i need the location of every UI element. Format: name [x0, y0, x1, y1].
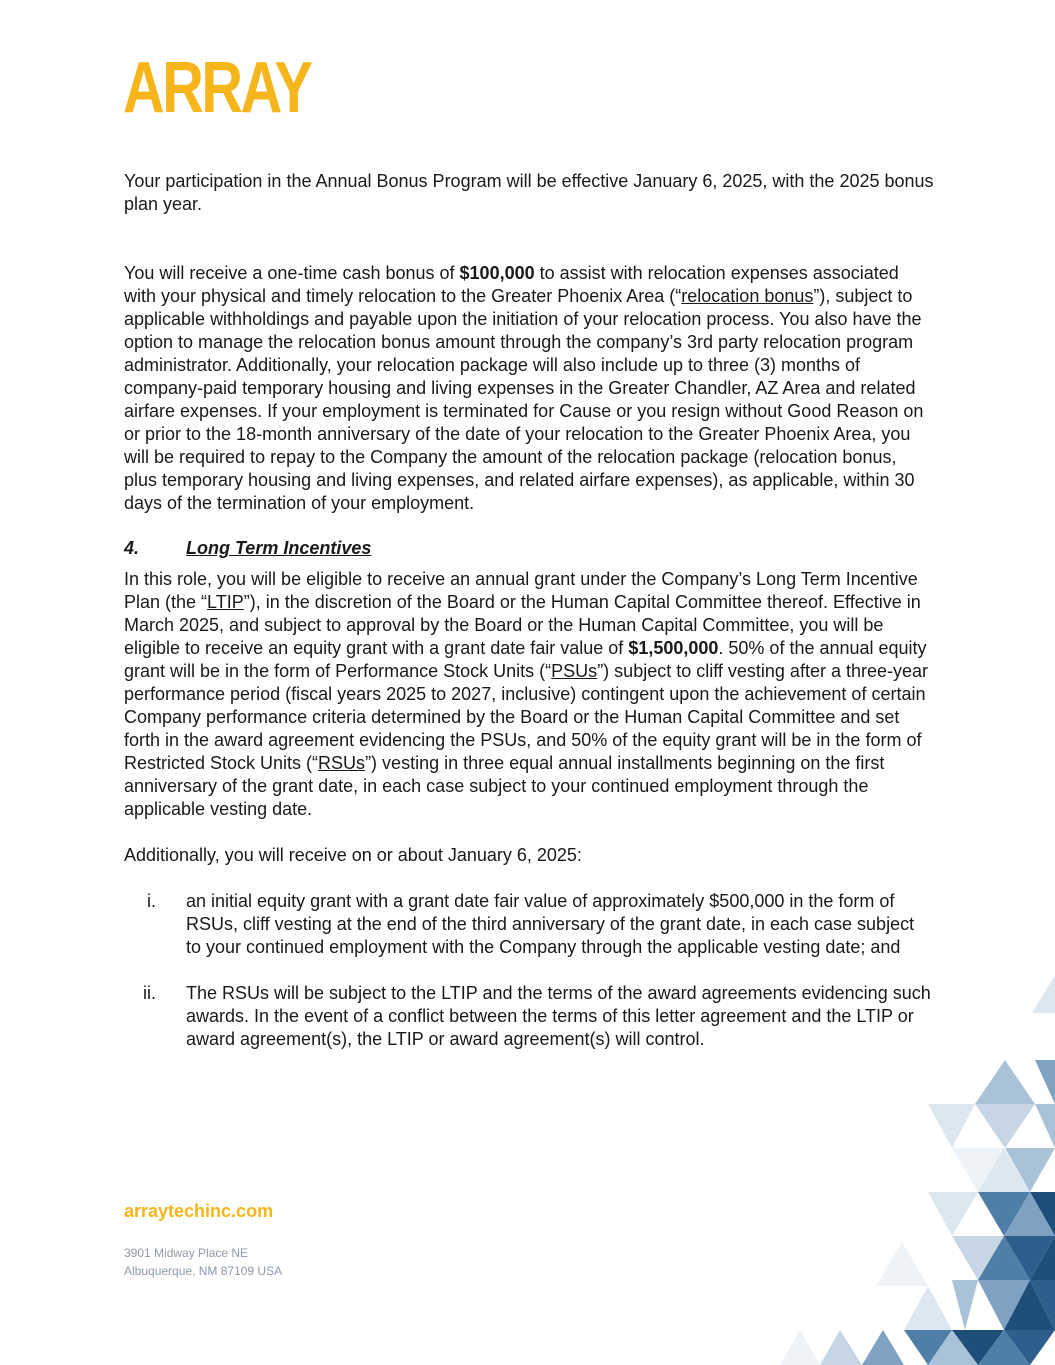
decor-triangle [1004, 1236, 1055, 1280]
decor-triangle [952, 1330, 1004, 1365]
list-item [124, 890, 934, 959]
decor-triangle [1004, 1192, 1055, 1236]
text-run: ”), subject to applicable withholdings and payable upon the initiation of your relocation process. You also have the option to manage the relocation bonus amount through the company’s 3rd party relocation program administrator. Additionally, your relocation package will also include up to three (3) months of company-paid temporary housing and living expenses in the Greater Chandler, AZ Area and related airfare expenses. If your employment is terminated for Cause or you resign without Good Reason on or prior to the 18-month anniversary of the date of your relocation to the Greater Phoenix Area, you will be required to repay to the Company the amount of the relocation package (relocation bonus, plus temporary housing and living expenses, and related airfare expenses), as applicable, within 30 days of the termination of your employment. [124, 286, 924, 513]
decor-triangle [876, 1242, 928, 1286]
decor-triangle [780, 1330, 820, 1365]
company-website: arraytechinc.com [124, 1201, 274, 1221]
defined-term-ltip: LTIP [207, 592, 244, 612]
decor-triangle [1035, 1060, 1055, 1104]
decor-triangle [928, 1192, 978, 1236]
company-address [124, 1244, 282, 1280]
decor-triangle [978, 1148, 1030, 1192]
decor-triangle [928, 1104, 975, 1148]
decor-triangle [1030, 1280, 1055, 1330]
defined-term-relocation-bonus: relocation bonus [681, 286, 814, 306]
decor-triangle [820, 1330, 862, 1365]
decor-triangle [1030, 1192, 1055, 1236]
relocation-amount: $100,000 [459, 263, 535, 283]
text-run: In this role, you will be eligible to receive an annual grant under the Company’s Long Term Incentive Plan (the “ [124, 569, 918, 612]
decor-triangle [975, 1060, 1035, 1104]
decor-triangle [952, 1280, 978, 1330]
text-run: ”) subject to cliff vesting after a three-year performance period (fiscal years 2025 to 2027, inclusive) contingent upon the achievement of certain Company performance criteria determined by the Board or the Human Capital Committee and set forth in the award agreement evidencing the PSUs, and 50% of the equity grant will be in the form of Restricted Stock Units (“ [124, 661, 928, 773]
decor-triangle [1030, 1236, 1055, 1280]
decor-triangle [952, 1236, 1004, 1280]
decor-triangle [978, 1330, 1030, 1365]
decor-triangle [1005, 1148, 1055, 1192]
section-title: Long Term Incentives [186, 538, 372, 558]
text-run: ”) vesting in three equal annual installments beginning on the first anniversary of the grant date, in each case subject to your continued employment through the applicable vesting date. [124, 753, 885, 819]
decor-triangle [904, 1286, 952, 1330]
text-run: to assist with relocation expenses associated with your physical and timely relocation to the Greater Phoenix Area (“ [124, 263, 899, 306]
bonus-program-paragraph: Your participation in the Annual Bonus Program will be effective January 6, 2025, with the 2025 bonus plan year. [124, 171, 934, 214]
list-item-text: an initial equity grant with a grant date fair value of approximately $500,000 in the form of RSUs, cliff vesting at the end of the third anniversary of the grant date, in each case subject to your continued employment with the Company through the applicable vesting date; and [186, 891, 915, 957]
decor-triangle [975, 1104, 1035, 1148]
decor-triangle [1035, 1104, 1055, 1148]
text-run: ”), in the discretion of the Board or the Human Capital Committee thereof. Effective in March 2025, and subject to approval by the Board or the Human Capital Committee, you will be eligible to receive an equity grant with a grant date fair value of [124, 592, 921, 658]
decor-triangle [904, 1330, 952, 1365]
decor-triangle [1032, 975, 1055, 1013]
relocation-bonus-paragraph [124, 262, 934, 515]
list-marker: ii. [143, 983, 156, 1003]
decor-triangle [978, 1192, 1030, 1236]
list-item-text: The RSUs will be subject to the LTIP and the terms of the award agreements evidencing such awards. In the event of a conflict between the terms of this letter agreement and the LTIP or award agreement(s), the LTIP or award agreement(s) will control. [186, 983, 931, 1049]
additional-grant-intro: Additionally, you will receive on or about January 6, 2025: [124, 845, 582, 865]
text-run: . 50% of the annual equity grant will be in the form of Performance Stock Units (“ [124, 638, 927, 681]
address-line-2: Albuquerque, NM 87109 USA [124, 1264, 283, 1278]
decor-triangle [978, 1236, 1030, 1280]
section-heading [124, 537, 934, 560]
list-item [124, 982, 934, 1051]
defined-term-rsus: RSUs [318, 753, 366, 773]
decor-triangle [862, 1330, 904, 1365]
decor-triangle [952, 1148, 1005, 1192]
decor-triangle [1004, 1280, 1055, 1330]
section-number: 4. [124, 538, 140, 558]
address-line-1: 3901 Midway Place NE [124, 1246, 249, 1260]
array-logo: ARRAY [123, 48, 311, 128]
decor-triangle [928, 1330, 978, 1365]
ltip-paragraph [124, 568, 934, 821]
list-marker: i. [147, 891, 156, 911]
decor-triangle [1004, 1330, 1055, 1365]
letter-body [124, 170, 934, 1051]
decor-triangle [978, 1280, 1030, 1330]
defined-term-psus: PSUs [551, 661, 598, 681]
equity-grant-amount: $1,500,000 [628, 638, 719, 658]
text-run: You will receive a one-time cash bonus of [124, 263, 460, 283]
